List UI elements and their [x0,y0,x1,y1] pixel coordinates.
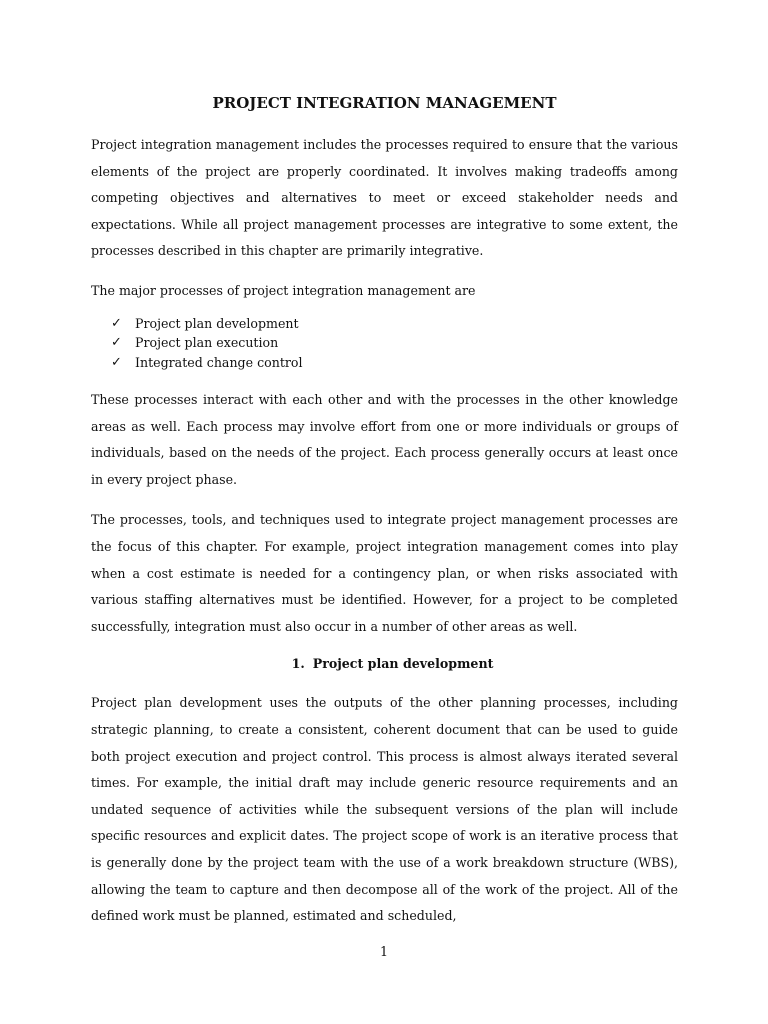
section-heading [91,654,678,674]
list-item [111,314,678,334]
section-number: 1. [291,656,305,672]
process-checklist [111,314,678,373]
list-item [111,353,678,373]
checkmark-icon: ✓ [111,335,122,351]
checkmark-icon: ✓ [111,315,122,331]
tools-paragraph: The processes, tools, and techniques used to integrate project management processes are the focus of this chapter. For example, project integration management comes into play when a cost estimate is needed for a contingency plan, or when risks associated with various staffing alternatives must be identified. However, for a project to be completed successfully, integration must also occur in a number of other areas as well. [91,512,678,634]
checkmark-icon: ✓ [111,354,122,370]
list-item-label: Project plan execution [135,335,279,351]
section-title: Project plan development [312,656,494,672]
page-content [91,92,678,930]
major-processes-paragraph: The major processes of project integration management are [91,282,476,298]
list-item [111,333,678,353]
interaction-paragraph: These processes interact with each other and with the processes in the other knowledge areas as well. Each process may involve effort from one or more individuals or groups of individuals, based on the needs of the project. Each process generally occurs at least once in every project phase. [91,392,678,487]
plan-development-paragraph: Project plan development uses the outputs of the other planning processes, including strategic planning, to create a consistent, coherent document that can be used to guide both project execution and project control. This process is almost always iterated several times. For example, the initial draft may include generic resource requirements and an undated sequence of activities while the subsequent versions of the plan will include specific resources and explicit dates. The project scope of work is an iterative process that is generally done by the project team with the use of a work breakdown structure (WBS), allowing the team to capture and then decompose all of the work of the project. All of the defined work must be planned, estimated and scheduled, [91,695,678,924]
list-item-label: Integrated change control [135,354,303,370]
page-number: 1 [379,944,388,959]
intro-paragraph: Project integration management includes the processes required to ensure that the various elements of the project are properly coordinated. It involves making tradeoffs among competing objectives and alternatives to meet or exceed stakeholder needs and expectations. While all project management processes are integrative to some extent, the processes described in this chapter are primarily integrative. [91,137,678,259]
list-item-label: Project plan development [135,315,299,331]
page-title: PROJECT INTEGRATION MANAGEMENT [212,94,557,112]
